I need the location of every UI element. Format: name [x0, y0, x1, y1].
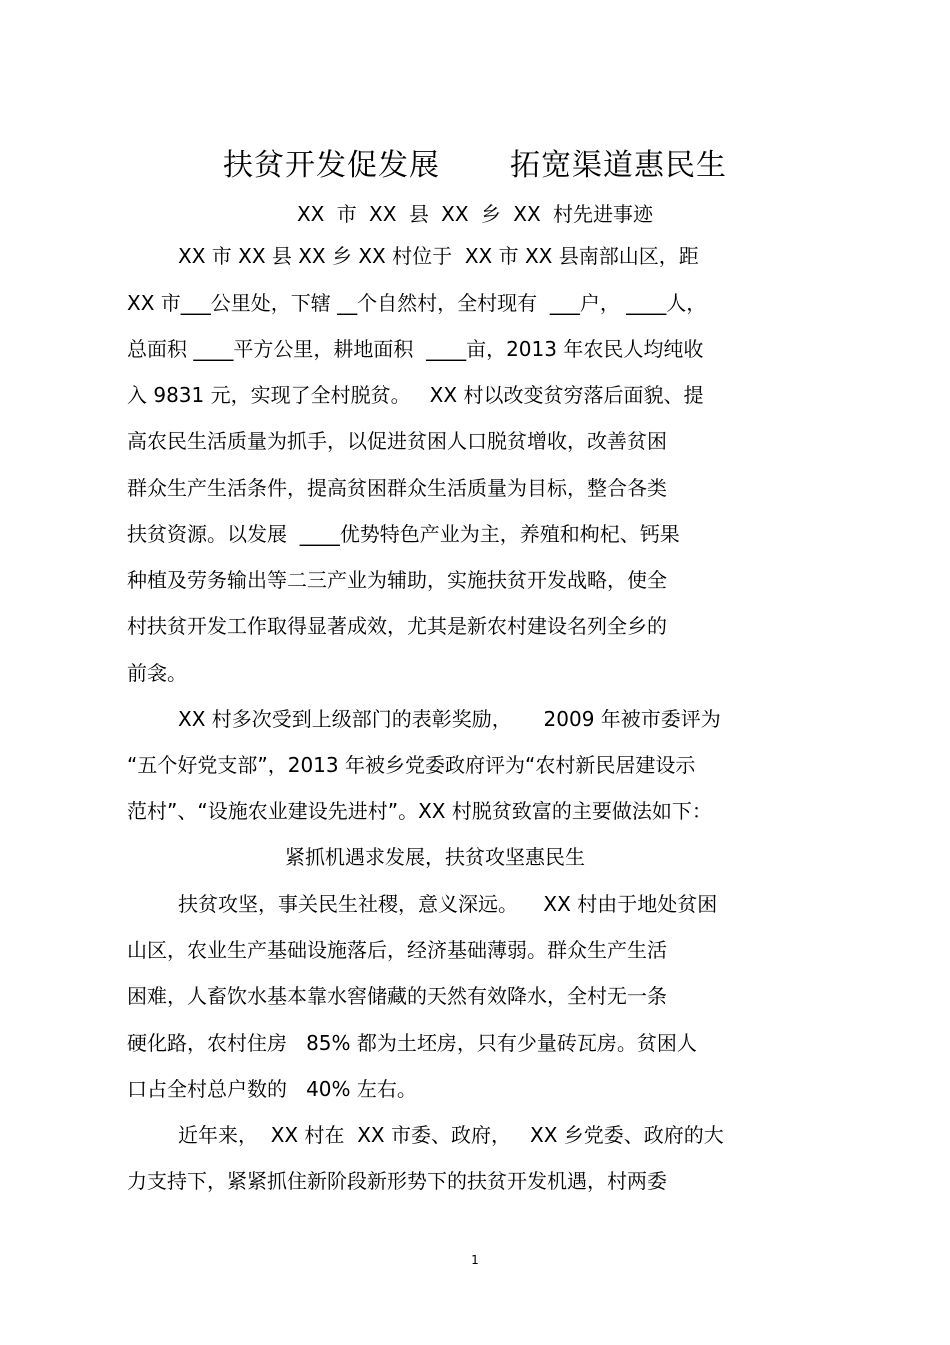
text-line: “五个好党支部”，2013 年被乡党委政府评为“农村新民居建设示 — [127, 753, 696, 777]
text-line: 硬化路，农村住房 85% 都为土坯房，只有少量砖瓦房。贫困人 — [127, 1031, 697, 1055]
text-line: 前衾。 — [127, 661, 187, 685]
section-heading: 紧抓机遇求发展，扶贫攻坚惠民生 — [285, 845, 585, 869]
text-line: 扶贫资源。以发展 ____优势特色产业为主，养殖和枸杞、钙果 — [127, 522, 680, 546]
text-line: 总面积 ____平方公里，耕地面积 ____亩，2013 年农民人均纯收 — [127, 337, 704, 361]
subtitle: XX 市 XX 县 XX 乡 XX 村先进事迹 — [296, 202, 654, 226]
text-line: 入 9831 元，实现了全村脱贫。 XX 村以改变贫穷落后面貌、提 — [127, 383, 704, 407]
text-line: 力支持下，紧紧抓住新阶段新形势下的扶贫开发机遇，村两委 — [127, 1169, 667, 1193]
text-line: XX 市___公里处，下辖 __个自然村，全村现有 ___户， ____人， — [127, 291, 707, 315]
text-line: 群众生产生活条件，提高贫困群众生活质量为目标，整合各类 — [127, 476, 667, 500]
text-line: XX 村多次受到上级部门的表彰奖励， 2009 年被市委评为 — [178, 707, 721, 731]
text-line: 近年来， XX 村在 XX 市委、政府， XX 乡党委、政府的大 — [178, 1123, 724, 1147]
text-line: 困难，人畜饮水基本靠水窖储藏的天然有效降水，全村无一条 — [127, 984, 667, 1008]
text-line: 山区，农业生产基础设施落后，经济基础薄弱。群众生产生活 — [127, 938, 667, 962]
text-line: 高农民生活质量为抓手，以促进贫困人口脱贫增收，改善贫困 — [127, 429, 667, 453]
text-line: 扶贫攻坚，事关民生社稷，意义深远。 XX 村由于地处贫困 — [178, 892, 718, 916]
text-line: 范村”、“设施农业建设先进村”。XX 村脱贫致富的主要做法如下： — [127, 799, 712, 823]
page-number: 1 — [471, 1253, 479, 1267]
title-part-1: 扶贫开发促发展 — [223, 148, 440, 183]
title-part-2: 拓宽渠道惠民生 — [510, 148, 727, 183]
text-line: 口占全村总户数的 40% 左右。 — [127, 1077, 417, 1101]
text-line: 村扶贫开发工作取得显著成效，尤其是新农村建设名列全乡的 — [127, 614, 667, 638]
text-line: 种植及劳务输出等二三产业为辅助，实施扶贫开发战略，使全 — [127, 568, 667, 592]
text-line: XX 市 XX 县 XX 乡 XX 村位于 XX 市 XX 县南部山区，距 — [178, 244, 699, 268]
page-title — [0, 140, 950, 184]
